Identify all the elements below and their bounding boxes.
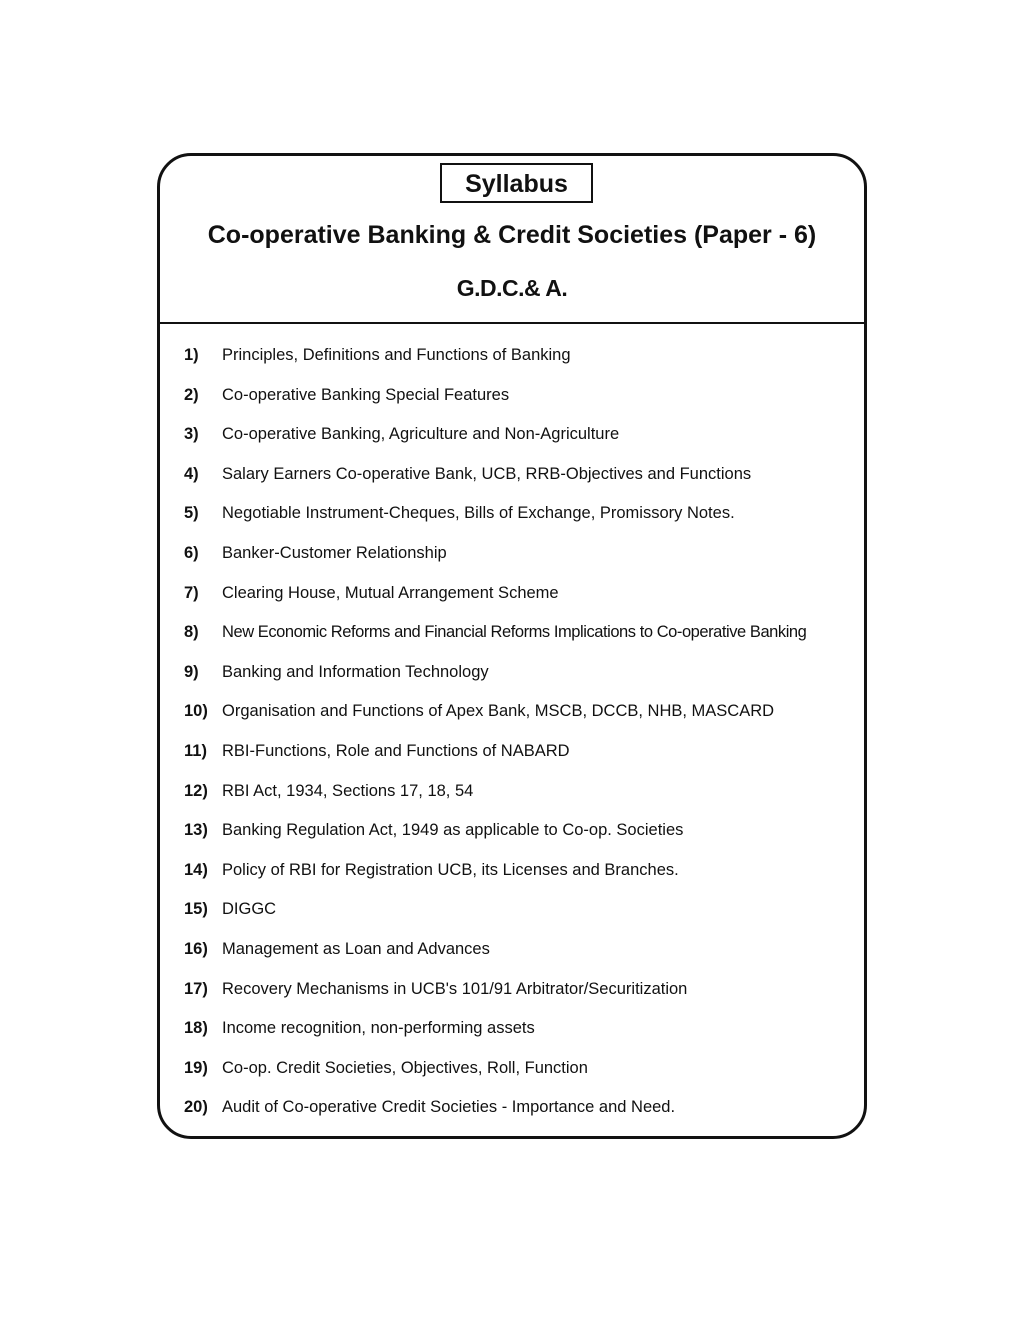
syllabus-frame — [157, 153, 867, 1139]
syllabus-badge: Syllabus — [440, 163, 593, 203]
topic-text: Salary Earners Co-operative Bank, UCB, RRB-Objectives and Functions — [222, 464, 752, 483]
topic-number: 16) — [184, 939, 208, 958]
topic-number: 7) — [184, 583, 199, 602]
topic-text: Co-operative Banking, Agriculture and Non-Agriculture — [222, 425, 620, 444]
topic-text: Co-operative Banking Special Features — [222, 385, 510, 404]
topic-item — [160, 819, 864, 859]
topic-text: Management as Loan and Advances — [222, 939, 490, 958]
topic-number: 13) — [184, 821, 208, 840]
topic-number: 20) — [184, 1098, 208, 1117]
topic-number: 10) — [184, 702, 208, 721]
topic-text: Clearing House, Mutual Arrangement Scheme — [222, 583, 559, 602]
topic-text: Income recognition, non-performing assets — [222, 1019, 535, 1038]
topic-item — [160, 423, 864, 463]
topic-number: 4) — [184, 464, 199, 483]
topic-number: 14) — [184, 860, 208, 879]
topic-item — [160, 542, 864, 582]
topic-number: 19) — [184, 1058, 208, 1077]
topic-item — [160, 502, 864, 542]
topic-text: RBI-Functions, Role and Functions of NABARD — [222, 741, 570, 760]
topic-item — [160, 344, 864, 384]
topic-item — [160, 780, 864, 820]
topic-text: Banking and Information Technology — [222, 662, 489, 681]
topic-number: 9) — [184, 662, 199, 681]
topic-item — [160, 1096, 864, 1136]
topic-item — [160, 859, 864, 899]
topic-text: Audit of Co-operative Credit Societies - Importance and Need. — [222, 1098, 676, 1117]
topic-text: Organisation and Functions of Apex Bank, MSCB, DCCB, NHB, MASCARD — [222, 702, 775, 721]
topic-item — [160, 463, 864, 503]
topic-item — [160, 661, 864, 701]
topic-number: 3) — [184, 425, 199, 444]
topic-number: 11) — [184, 741, 207, 760]
topic-text: Principles, Definitions and Functions of Banking — [222, 346, 571, 364]
topic-text: New Economic Reforms and Financial Reforms Implications to Co-operative Banking — [222, 623, 807, 642]
topic-text: Banker-Customer Relationship — [222, 543, 447, 562]
topic-item — [160, 938, 864, 978]
topic-item — [160, 740, 864, 780]
topic-number: 18) — [184, 1019, 208, 1038]
topic-item — [160, 700, 864, 740]
topic-text: Recovery Mechanisms in UCB's 101/91 Arbitrator/Securitization — [222, 979, 688, 998]
topic-text: Co-op. Credit Societies, Objectives, Roll, Function — [222, 1058, 588, 1077]
topic-number: 12) — [184, 781, 208, 800]
topic-number: 15) — [184, 900, 208, 919]
topic-item — [160, 621, 864, 661]
topic-list — [160, 344, 864, 1136]
topic-text: Negotiable Instrument-Cheques, Bills of Exchange, Promissory Notes. — [222, 504, 735, 523]
topic-number: 17) — [184, 979, 208, 998]
paper-subtitle: G.D.C.& A. — [456, 275, 568, 301]
topic-text: Policy of RBI for Registration UCB, its Licenses and Branches. — [222, 860, 679, 879]
topic-item — [160, 384, 864, 424]
paper-title: Co-operative Banking & Credit Societies (Paper - 6) — [207, 221, 817, 249]
syllabus-header — [160, 156, 864, 324]
topic-text: Banking Regulation Act, 1949 as applicable to Co-op. Societies — [222, 821, 684, 840]
topic-number: 2) — [184, 385, 199, 404]
topic-item — [160, 978, 864, 1018]
topic-text: DIGGC — [222, 900, 277, 919]
topic-number: 1) — [184, 346, 199, 364]
topic-number: 6) — [184, 543, 199, 562]
topic-item — [160, 582, 864, 622]
topic-item — [160, 1017, 864, 1057]
topic-item — [160, 898, 864, 938]
topic-text: RBI Act, 1934, Sections 17, 18, 54 — [222, 781, 474, 800]
topic-number: 5) — [184, 504, 199, 523]
topic-number: 8) — [184, 623, 199, 642]
topic-item — [160, 1057, 864, 1097]
